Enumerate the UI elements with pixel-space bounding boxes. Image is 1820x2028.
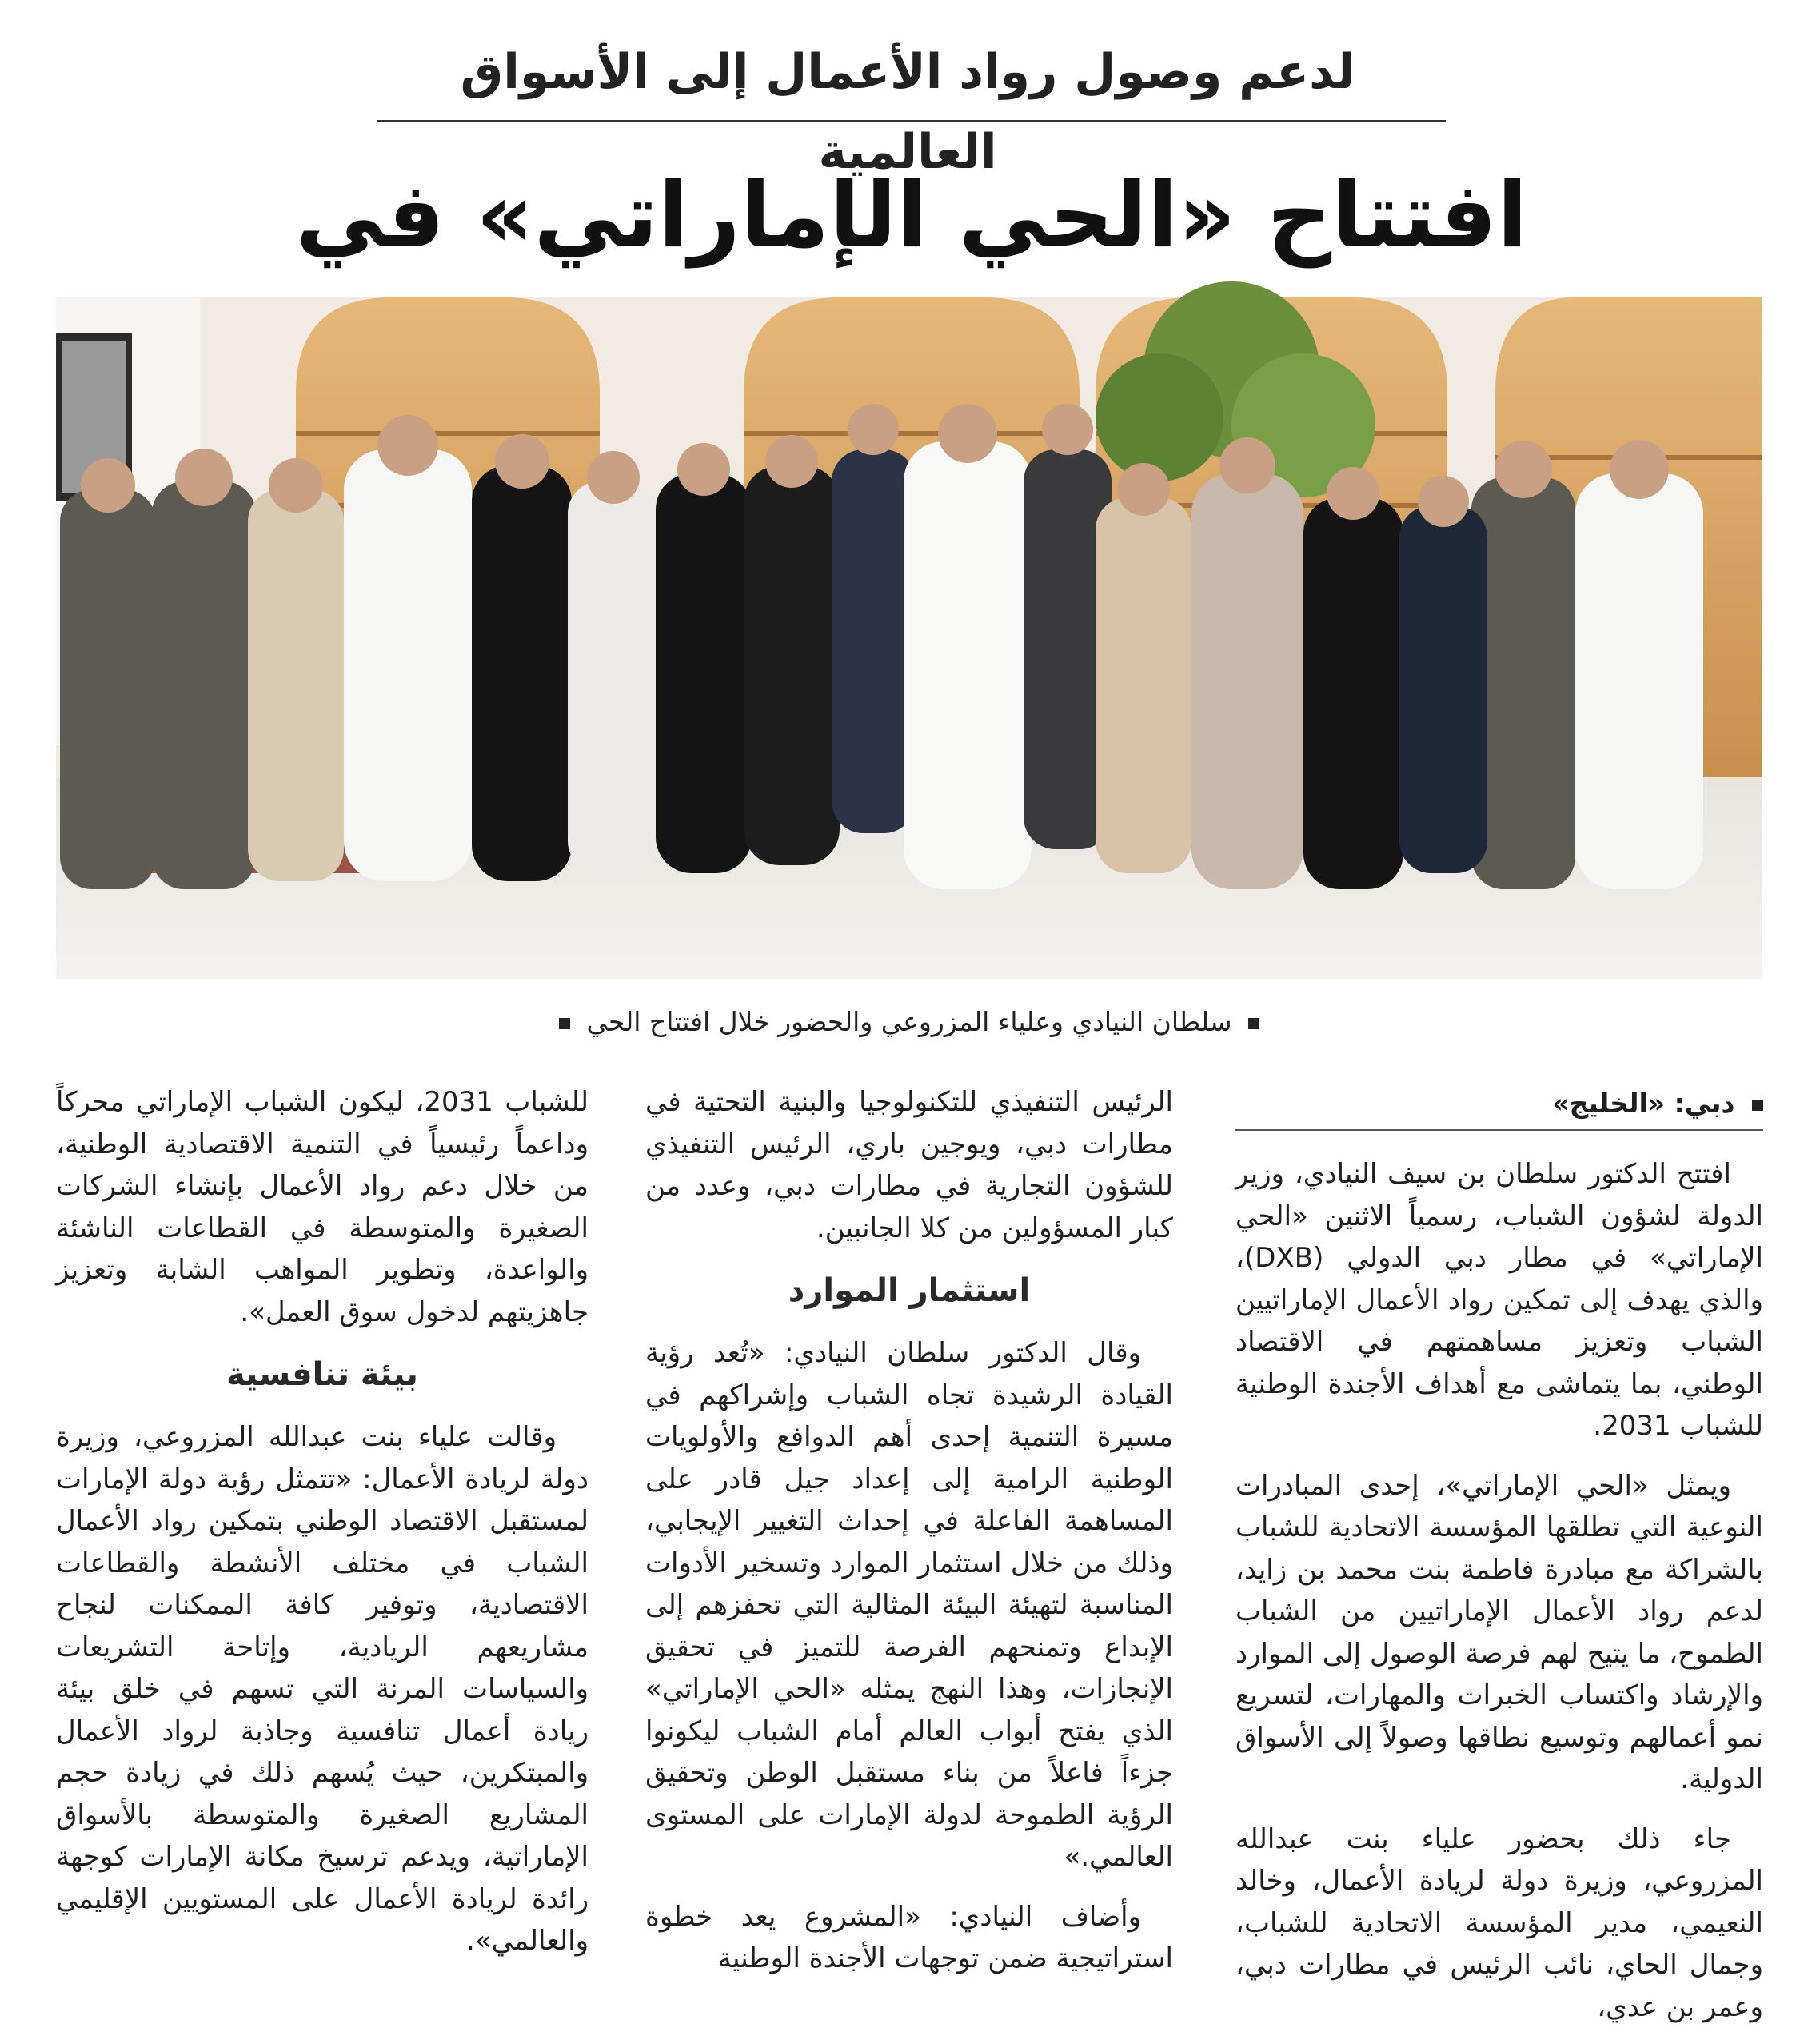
main-headline: افتتاح «الحي الإماراتي» في bbox=[240, 144, 1583, 288]
group-photo-icon bbox=[56, 297, 1762, 979]
paragraph: ويمثل «الحي الإماراتي»، إحدى المبادرات النوعية التي تطلقها المؤسسة الاتحادية للشباب بالشراكة مع مبادرة فاطمة بنت محمد بن زايد، لدعم رواد الأعمال الإماراتيين من الشباب الطموح، ما يتيح لهم فرصة الوصول إلى الموارد والإرشاد واكتساب الخبرات والمهارات، لتسريع نمو أعمالهم وتوسيع نطاقها وصولاً إلى الأسواق الدولية. bbox=[1235, 1465, 1763, 1801]
subheading: بيئة تنافسية bbox=[56, 1351, 589, 1399]
byline-bullet-icon bbox=[1752, 1100, 1763, 1111]
group-photo bbox=[56, 297, 1762, 979]
paragraph: جاء ذلك بحضور علياء بنت عبدالله المزروعي، وزيرة دولة لريادة الأعمال، وخالد النعيمي، مدير المؤسسة الاتحادية للشباب، وجمال الحاي، نائب الرئيس في مطارات دبي، وعمر بن عدي، bbox=[1235, 1818, 1763, 2028]
kicker-headline: لدعم وصول رواد الأعمال إلى الأسواق العالمية bbox=[368, 32, 1447, 112]
paragraph: وأضاف النيادي: «المشروع يعد خطوة استراتيجية ضمن توجهات الأجندة الوطنية bbox=[645, 1896, 1173, 1980]
byline bbox=[1235, 1081, 1763, 1131]
caption-bullet-icon bbox=[1248, 1018, 1259, 1029]
caption-text: سلطان النيادي وعلياء المزروعي والحضور خلال افتتاح الحي bbox=[586, 1006, 1231, 1037]
article-column-1 bbox=[1235, 1081, 1763, 2001]
paragraph: افتتح الدكتور سلطان بن سيف النيادي، وزير الدولة لشؤون الشباب، رسمياً الاثنين «الحي الإماراتي» في مطار دبي الدولي (DXB)، والذي يهدف إلى تمكين رواد الأعمال الإماراتيين الشباب وتعزيز مساهمتهم في الاقتصاد الوطني، بما يتماشى مع أهداف الأجندة الوطنية للشباب 2031. bbox=[1235, 1153, 1763, 1447]
byline-text: دبي: «الخليج» bbox=[1552, 1088, 1734, 1119]
caption-bullet-icon bbox=[559, 1018, 570, 1029]
kicker-divider bbox=[377, 120, 1446, 122]
article-column-2 bbox=[645, 1081, 1173, 2001]
subheading: استثمار الموارد bbox=[645, 1267, 1173, 1315]
article-column-3 bbox=[56, 1081, 589, 2001]
paragraph: للشباب 2031، ليكون الشباب الإماراتي محركاً وداعماً رئيسياً في التنمية الاقتصادية الوطنية، من خلال دعم رواد الأعمال بإنشاء الشركات الصغيرة والمتوسطة في القطاعات الناشئة والواعدة، وتطوير المواهب الشابة وتعزيز جاهزيتهم لدخول سوق العمل». bbox=[56, 1081, 589, 1333]
paragraph: الرئيس التنفيذي للتكنولوجيا والبنية التحتية في مطارات دبي، ويوجين باري، الرئيس التنفيذي للشؤون التجارية في مطارات دبي، وعدد من كبار المسؤولين من كلا الجانبين. bbox=[645, 1081, 1173, 1249]
photo-caption bbox=[56, 998, 1762, 1046]
paragraph: وقالت علياء بنت عبدالله المزروعي، وزيرة دولة لريادة الأعمال: «تتمثل رؤية دولة الإمارات لمستقبل الاقتصاد الوطني بتمكين رواد الأعمال الشباب في مختلف الأنشطة والقطاعات الاقتصادية، وتوفير كافة الممكنات لنجاح مشاريعهم الريادية، وإتاحة التشريعات والسياسات المرنة التي تسهم في خلق بيئة ريادة أعمال تنافسية وجاذبة لرواد الأعمال والمبتكرين، حيث يُسهم ذلك في زيادة حجم المشاريع الصغيرة والمتوسطة بالأسواق الإماراتية، ويدعم ترسيخ مكانة الإمارات كوجهة رائدة لريادة الأعمال على المستويين الإقليمي والعالمي». bbox=[56, 1416, 589, 1962]
paragraph: وقال الدكتور سلطان النيادي: «تُعد رؤية القيادة الرشيدة تجاه الشباب وإشراكهم في مسيرة التنمية إحدى أهم الدوافع والأولويات الوطنية الرامية إلى إعداد جيل قادر على المساهمة الفاعلة في إحداث التغيير الإيجابي، وذلك من خلال استثمار الموارد وتسخير الأدوات المناسبة لتهيئة البيئة المثالية التي تحفزهم إلى الإبداع وتمنحهم الفرصة للتميز في تحقيق الإنجازات، وهذا النهج يمثله «الحي الإماراتي» الذي يفتح أبواب العالم أمام الشباب ليكونوا جزءاً فاعلاً من بناء مستقبل الوطن وتحقيق الرؤية الطموحة لدولة الإمارات على المستوى العالمي.» bbox=[645, 1332, 1173, 1878]
